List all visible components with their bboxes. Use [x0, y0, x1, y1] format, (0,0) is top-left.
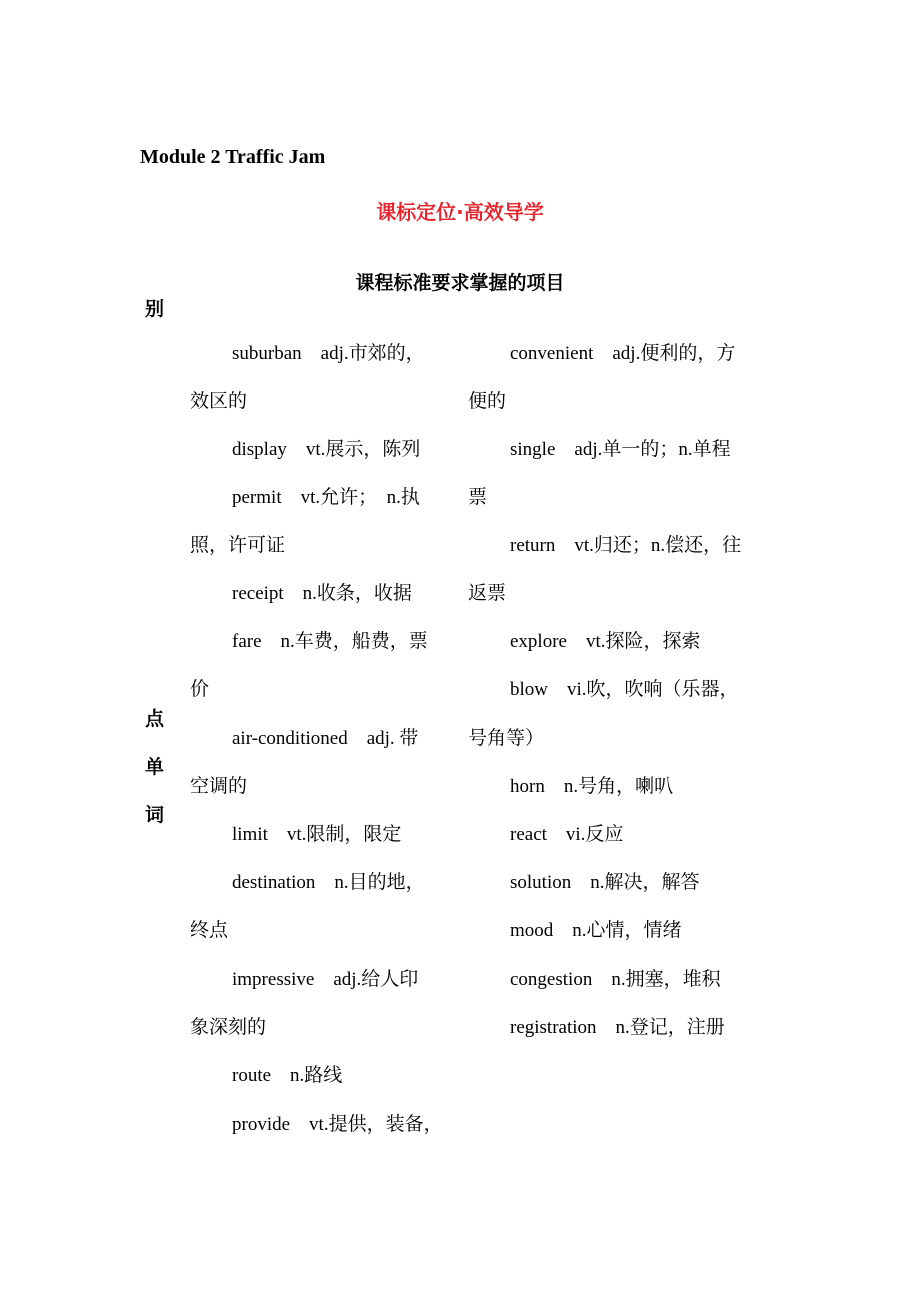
vocab-line: return vt.归还；n.偿还，往	[510, 535, 742, 556]
vocab-line: 号角等）	[468, 728, 545, 749]
vocab-line: provide vt.提供，装备，	[232, 1114, 443, 1135]
side-label: 点	[145, 708, 165, 730]
vocab-line: 照，许可证	[190, 535, 286, 556]
vocab-line: convenient adj.便利的，方	[510, 343, 736, 364]
vocab-line: registration n.登记，注册	[510, 1017, 725, 1038]
vocab-line: 象深刻的	[190, 1017, 267, 1038]
vocab-line: 空调的	[190, 776, 248, 797]
section-heading: 课程标准要求掌握的项目	[355, 272, 565, 294]
vocab-line: suburban adj.市郊的，	[232, 343, 425, 364]
vocab-line: mood n.心情，情绪	[510, 920, 682, 941]
side-label: 单	[145, 756, 165, 778]
vocab-line: limit vt.限制，限定	[232, 824, 402, 845]
vocab-line: 价	[190, 679, 210, 700]
vocab-line: 票	[468, 487, 488, 508]
side-label: 别	[145, 298, 165, 320]
vocab-line: 返票	[468, 583, 507, 604]
side-label: 词	[145, 804, 165, 826]
vocab-line: fare n.车费，船费，票	[232, 631, 428, 652]
vocab-line: display vt.展示，陈列	[232, 439, 421, 460]
vocab-line: receipt n.收条，收据	[232, 583, 412, 604]
document-title: Module 2 Traffic Jam	[140, 146, 326, 168]
vocab-line: explore vt.探险，探索	[510, 631, 701, 652]
section-subtitle: 课标定位·高效导学	[376, 200, 544, 224]
vocab-line: impressive adj.给人印	[232, 969, 419, 990]
vocab-line: air-conditioned adj. 带	[232, 728, 419, 749]
vocab-line: congestion n.拥塞，堆积	[510, 969, 721, 990]
vocab-line: solution n.解决，解答	[510, 872, 700, 893]
vocab-line: blow vi.吹，吹响（乐器，	[510, 679, 739, 700]
vocab-line: 便的	[468, 391, 507, 412]
vocab-line: destination n.目的地，	[232, 872, 425, 893]
vocab-line: route n.路线	[232, 1065, 343, 1086]
vocab-line: horn n.号角，喇叭	[510, 776, 674, 797]
vocab-line: single adj.单一的；n.单程	[510, 439, 731, 460]
vocab-line: 终点	[190, 920, 229, 941]
vocab-line: permit vt.允许； n.执	[232, 487, 420, 508]
vocab-line: 效区的	[190, 391, 248, 412]
vocab-line: react vi.反应	[510, 824, 624, 845]
